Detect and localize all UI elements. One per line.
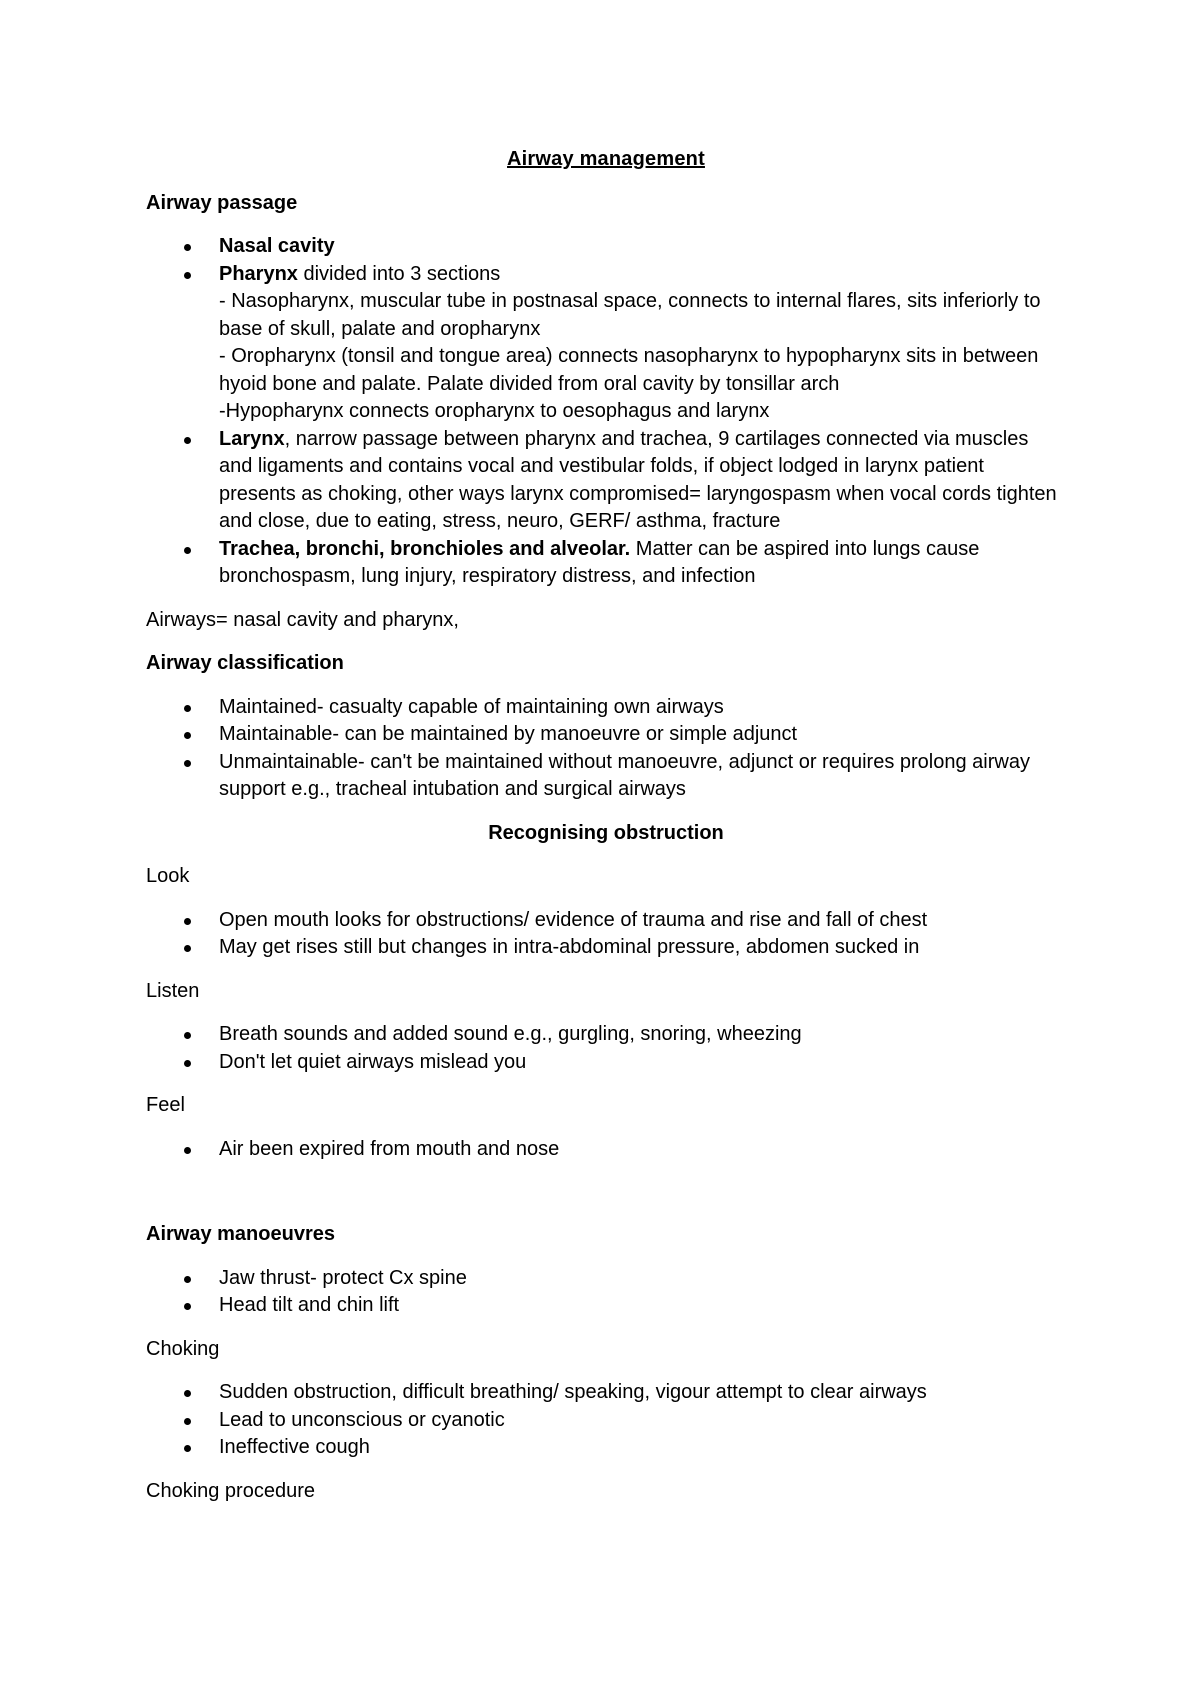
list-item [146, 1136, 1066, 1164]
list-item [146, 721, 1066, 749]
manoeuvres-list [146, 1265, 1066, 1320]
document-content [146, 146, 1066, 1521]
list-item [146, 1407, 1066, 1435]
item-bold: Pharynx [219, 262, 298, 285]
bullet-icon [184, 437, 191, 444]
bullet-icon [184, 1303, 191, 1310]
item-bold: Trachea, bronchi, bronchioles and alveolar. [219, 537, 631, 560]
item-text: Breath sounds and added sound e.g., gurgling, snoring, wheezing [219, 1023, 802, 1045]
choking-procedure-label: Choking procedure [146, 1479, 315, 1502]
item-bold: Larynx [219, 427, 285, 450]
list-item [146, 1021, 1066, 1049]
bullet-icon [184, 1445, 191, 1452]
listen-label: Listen [146, 979, 200, 1002]
bullet-icon [184, 272, 191, 279]
item-text: Ineffective cough [219, 1436, 370, 1458]
airway-passage-list [146, 233, 1066, 591]
list-item [146, 1379, 1066, 1407]
recognising-obstruction-heading: Recognising obstruction [488, 821, 724, 844]
pharynx-sub-oropharynx: - Oropharynx (tonsil and tongue area) connects nasopharynx to hypopharynx sits in between hyoid bone and palate. Palate divided from oral cavity by tonsillar arch [219, 345, 1039, 395]
bullet-icon [184, 1418, 191, 1425]
list-item [146, 1434, 1066, 1462]
list-item [146, 233, 1066, 261]
bullet-icon [184, 1147, 191, 1154]
item-text: Air been expired from mouth and nose [219, 1137, 560, 1160]
bullet-icon [184, 547, 191, 554]
look-list [146, 907, 1066, 962]
bullet-icon [184, 918, 191, 925]
item-text: Matter can be aspired into lungs cause bronchospasm, lung injury, respiratory distress, and infection [219, 537, 980, 587]
bullet-icon [184, 244, 191, 251]
blank-line [146, 1179, 1066, 1221]
item-text: Sudden obstruction, difficult breathing/ speaking, vigour attempt to clear airways [219, 1381, 927, 1403]
bullet-icon [184, 1390, 191, 1397]
item-text: , narrow passage between pharynx and trachea, 9 cartilages connected via muscles and ligaments and contains vocal and vestibular folds, if object lodged in larynx patient presents as choking, other ways larynx compromised= laryngospasm when vocal cords tighten and close, due to eating, stress, neuro, GERF/ asthma, fracture [219, 427, 1057, 532]
bullet-icon [184, 945, 191, 952]
list-item [146, 749, 1066, 804]
airway-passage-heading: Airway passage [146, 191, 298, 214]
item-text: Don't let quiet airways mislead you [219, 1050, 527, 1073]
feel-list [146, 1136, 1066, 1164]
list-item [146, 934, 1066, 962]
listen-list [146, 1021, 1066, 1076]
list-item [146, 1292, 1066, 1320]
list-item [146, 426, 1066, 536]
item-text: divided into 3 sections [297, 262, 501, 285]
item-text: May get rises still but changes in intra-abdominal pressure, abdomen sucked in [219, 936, 920, 958]
item-bold: Nasal cavity [219, 235, 335, 257]
choking-label: Choking [146, 1337, 220, 1360]
bullet-icon [184, 732, 191, 739]
list-item [146, 907, 1066, 935]
item-text: Unmaintainable- can't be maintained without manoeuvre, adjunct or requires prolong airway support e.g., tracheal intubation and surgical airways [219, 750, 1030, 800]
airway-classification-heading: Airway classification [146, 652, 344, 674]
item-text: Head tilt and chin lift [219, 1294, 400, 1316]
list-item [146, 261, 1066, 426]
list-item [146, 1265, 1066, 1293]
choking-list [146, 1379, 1066, 1462]
look-label: Look [146, 865, 190, 887]
item-text: Maintained- casualty capable of maintaining own airways [219, 695, 724, 718]
bullet-icon [184, 705, 191, 712]
pharynx-sub-nasopharynx: - Nasopharynx, muscular tube in postnasal space, connects to internal flares, sits inferiorly to base of skull, palate and oropharynx [219, 290, 1041, 340]
item-text: Jaw thrust- protect Cx spine [219, 1266, 467, 1289]
page-title: Airway management [507, 148, 705, 170]
feel-label: Feel [146, 1094, 185, 1116]
list-item [146, 1049, 1066, 1077]
bullet-icon [184, 1276, 191, 1283]
item-text: Maintainable- can be maintained by manoeuvre or simple adjunct [219, 723, 798, 745]
item-text: Open mouth looks for obstructions/ evidence of trauma and rise and fall of chest [219, 908, 928, 931]
bullet-icon [184, 1032, 191, 1039]
bullet-icon [184, 760, 191, 767]
airways-note: Airways= nasal cavity and pharynx, [146, 608, 459, 631]
item-text: Lead to unconscious or cyanotic [219, 1408, 505, 1431]
airway-classification-list [146, 694, 1066, 804]
bullet-icon [184, 1060, 191, 1067]
list-item [146, 536, 1066, 591]
list-item [146, 694, 1066, 722]
pharynx-sub-hypopharynx: -Hypopharynx connects oropharynx to oesophagus and larynx [219, 400, 770, 422]
airway-manoeuvres-heading: Airway manoeuvres [146, 1223, 335, 1245]
